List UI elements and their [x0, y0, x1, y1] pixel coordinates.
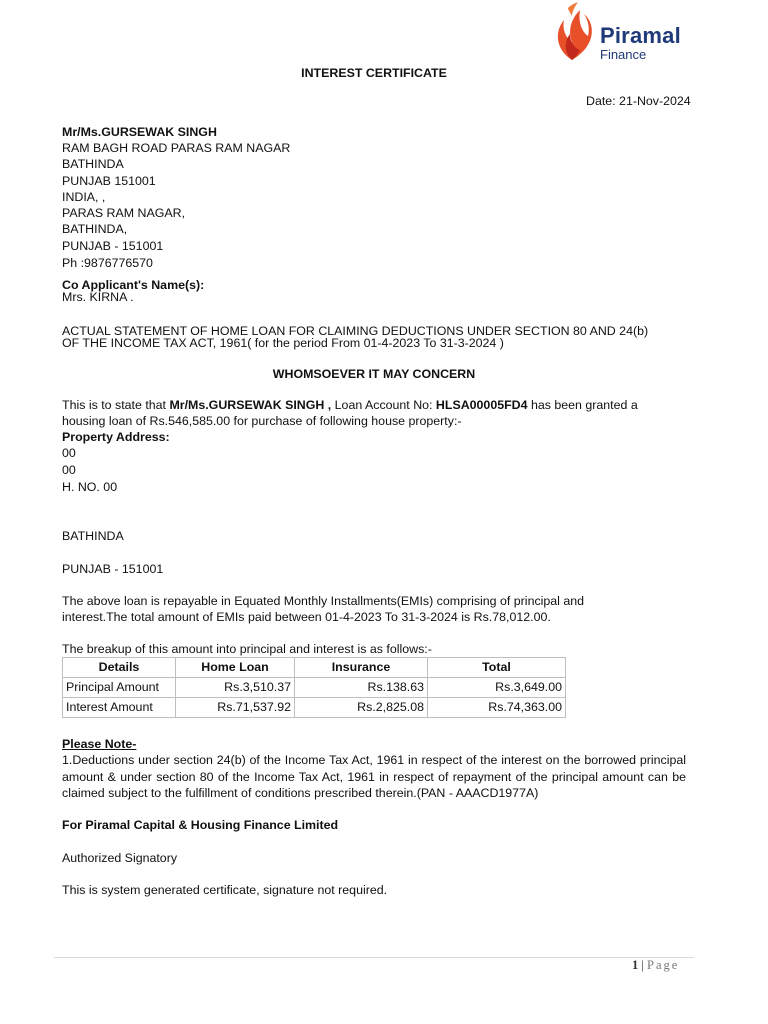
address-line: PUNJAB - 151001	[62, 239, 164, 253]
property-line: H. NO. 00	[62, 480, 118, 494]
co-applicant-name: Mrs. KIRNA .	[62, 290, 134, 304]
intro-text-b: Loan Account No:	[331, 398, 436, 412]
intro-line-2: housing loan of Rs.546,585.00 for purchase of following house property:-	[62, 414, 462, 428]
address-line: PUNJAB 151001	[62, 174, 156, 188]
whomsoever-heading: WHOMSOEVER IT MAY CONCERN	[272, 367, 476, 381]
property-address-label: Property Address:	[62, 430, 170, 444]
intro-text-a: This is to state that	[62, 398, 170, 412]
table-header-cell: Total	[428, 658, 566, 678]
breakup-table	[62, 657, 566, 718]
table-cell: Rs.71,537.92	[176, 698, 295, 718]
page-number: 1	[632, 958, 639, 972]
brand-subtitle: Finance	[600, 47, 647, 62]
table-cell: Principal Amount	[63, 678, 176, 698]
co-applicant-label: Co Applicant's Name(s):	[62, 278, 205, 292]
statement-line-1: ACTUAL STATEMENT OF HOME LOAN FOR CLAIMING DEDUCTIONS UNDER SECTION 80 AND 24(b)	[62, 324, 649, 338]
table-row	[63, 678, 566, 698]
table-header-cell: Details	[63, 658, 176, 678]
system-generated-note: This is system generated certificate, signature not required.	[62, 883, 388, 897]
address-line: RAM BAGH ROAD PARAS RAM NAGAR	[62, 141, 291, 155]
please-note-heading: Please Note-	[62, 737, 137, 751]
table-cell: Rs.2,825.08	[295, 698, 428, 718]
page-footer	[632, 958, 679, 973]
certificate-title: INTEREST CERTIFICATE	[301, 66, 447, 80]
property-city: BATHINDA	[62, 529, 124, 543]
property-line: 00	[62, 446, 76, 460]
certificate-date: Date: 21-Nov-2024	[586, 94, 691, 108]
page-label: Page	[647, 958, 680, 972]
table-cell: Rs.138.63	[295, 678, 428, 698]
recipient-name: Mr/Ms.GURSEWAK SINGH	[62, 125, 217, 139]
address-line: PARAS RAM NAGAR,	[62, 206, 186, 220]
address-line: INDIA, ,	[62, 190, 106, 204]
address-line: BATHINDA	[62, 157, 124, 171]
statement-line-2: OF THE INCOME TAX ACT, 1961( for the period From 01-4-2023 To 31-3-2024 )	[62, 336, 504, 350]
table-header-cell: Insurance	[295, 658, 428, 678]
intro-line-1	[62, 397, 638, 413]
loan-account-number: HLSA00005FD4	[435, 398, 528, 412]
intro-text-c: has been granted a	[527, 398, 638, 412]
authorized-signatory: Authorized Signatory	[62, 851, 178, 865]
property-line: 00	[62, 463, 76, 477]
table-header-row	[63, 658, 566, 678]
footer-separator: |	[641, 958, 644, 972]
table-cell: Interest Amount	[63, 698, 176, 718]
table-cell: Rs.3,649.00	[428, 678, 566, 698]
note-paragraph: 1.Deductions under section 24(b) of the Income Tax Act, 1961 in respect of the interest on the borrowed principal amount & under section 80 of the Income Tax Act, 1961 in respect of repayment of the principal amount can be claimed subject to the fulfillment of conditions prescribed therein.(PAN - AAACD1977A)	[62, 753, 686, 800]
table-cell: Rs.74,363.00	[428, 698, 566, 718]
table-header-cell: Home Loan	[176, 658, 295, 678]
borrower-name: Mr/Ms.GURSEWAK SINGH ,	[169, 398, 332, 412]
table-row	[63, 698, 566, 718]
table-cell: Rs.3,510.37	[176, 678, 295, 698]
brand-name: Piramal	[600, 23, 681, 48]
phone-number: Ph :9876776570	[62, 256, 153, 270]
piramal-finance-logo	[550, 2, 700, 64]
address-line: BATHINDA,	[62, 222, 128, 236]
breakup-intro: The breakup of this amount into principal and interest is as follows:-	[62, 642, 432, 656]
piramal-flame-icon	[550, 2, 596, 62]
footer-divider	[54, 957, 694, 958]
emi-line-1: The above loan is repayable in Equated Monthly Installments(EMIs) comprising of principal and	[62, 594, 585, 608]
company-name: For Piramal Capital & Housing Finance Limited	[62, 818, 339, 832]
property-state: PUNJAB - 151001	[62, 562, 164, 576]
emi-line-2: interest.The total amount of EMIs paid between 01-4-2023 To 31-3-2024 is Rs.78,012.00.	[62, 610, 551, 624]
